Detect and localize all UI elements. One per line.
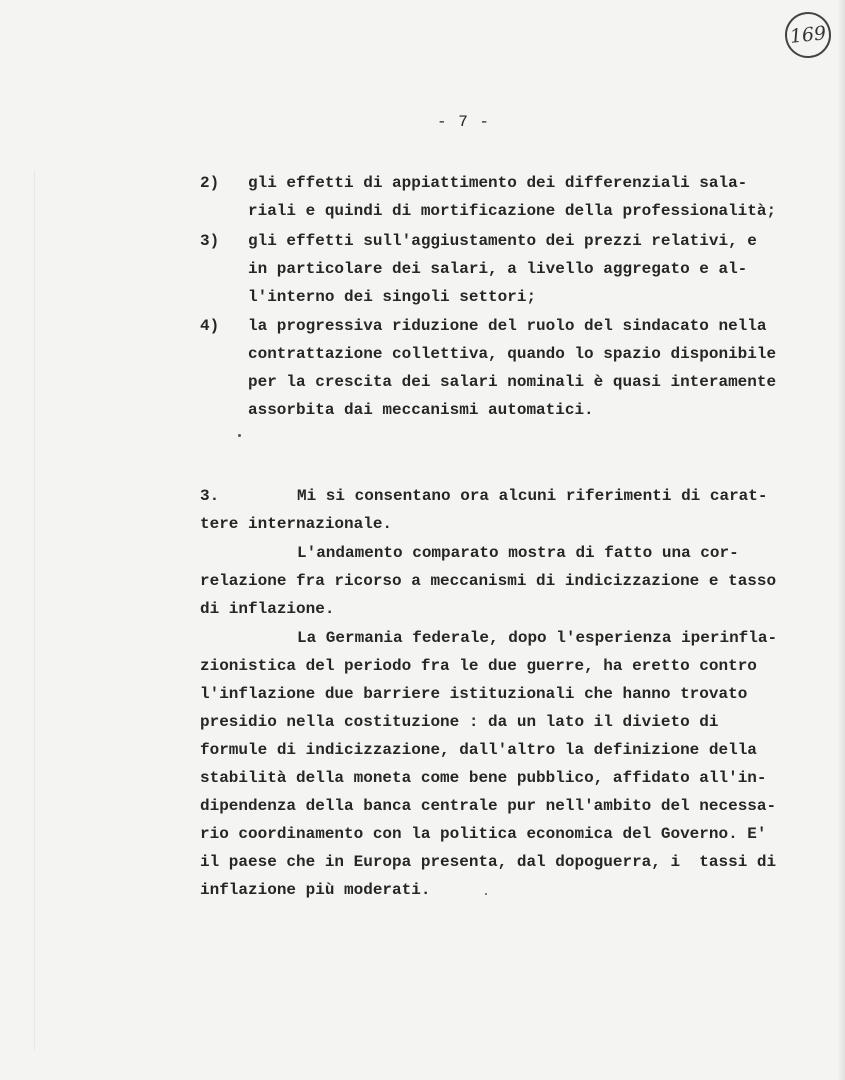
section-line: tere internazionale.: [200, 515, 393, 533]
paragraph-line: dipendenza della banca centrale pur nell'ambito del necessa-: [200, 797, 777, 815]
list-item-line: gli effetti sull'aggiustamento dei prezzi relativi, e: [248, 232, 757, 250]
list-item-line: la progressiva riduzione del ruolo del sindacato nella: [248, 317, 767, 335]
paragraph-line: relazione fra ricorso a meccanismi di indicizzazione e tasso: [200, 572, 777, 590]
paragraph-line: stabilità della moneta come bene pubblico, affidato all'in-: [200, 769, 767, 787]
list-item-number: 4): [200, 317, 220, 335]
paragraph-line: inflazione più moderati.: [200, 881, 431, 899]
paragraph-line: rio coordinamento con la politica economica del Governo. E': [200, 825, 767, 843]
section-line: Mi si consentano ora alcuni riferimenti di carat-: [297, 487, 768, 505]
list-item-line: gli effetti di appiattimento dei differenziali sala-: [248, 174, 748, 192]
list-item-number: 3): [200, 232, 220, 250]
list-item-number: 2): [200, 174, 220, 192]
list-item-line: contrattazione collettiva, quando lo spazio disponibile: [248, 345, 777, 363]
section-number: 3.: [200, 487, 220, 505]
archive-stamp: [783, 10, 834, 61]
page-edge-shadow: [837, 0, 845, 1080]
paragraph-line: il paese che in Europa presenta, dal dopoguerra, i tassi di: [200, 853, 777, 871]
stamp-label: 169: [788, 22, 828, 48]
paragraph-line: formule di indicizzazione, dall'altro la definizione della: [200, 741, 757, 759]
paragraph-line: L'andamento comparato mostra di fatto una cor-: [297, 544, 739, 562]
scan-margin-line: [34, 170, 35, 1050]
list-item-line: in particolare dei salari, a livello aggregato e al-: [248, 260, 748, 278]
scan-speck: [238, 434, 241, 437]
list-item-line: assorbita dai meccanismi automatici.: [248, 401, 594, 419]
list-item-line: riali e quindi di mortificazione della professionalità;: [248, 202, 777, 220]
paragraph-line: l'inflazione due barriere istituzionali che hanno trovato: [200, 685, 748, 703]
paragraph-line: presidio nella costituzione : da un lato il divieto di: [200, 713, 719, 731]
paragraph-line: La Germania federale, dopo l'esperienza iperinfla-: [297, 629, 778, 647]
list-item-line: l'interno dei singoli settori;: [248, 288, 537, 306]
list-item-line: per la crescita dei salari nominali è quasi interamente: [248, 373, 777, 391]
scan-speck: [485, 893, 487, 895]
page-number: - 7 -: [436, 113, 490, 131]
paragraph-line: zionistica del periodo fra le due guerre, ha eretto contro: [200, 657, 757, 675]
paragraph-line: di inflazione.: [200, 600, 335, 618]
